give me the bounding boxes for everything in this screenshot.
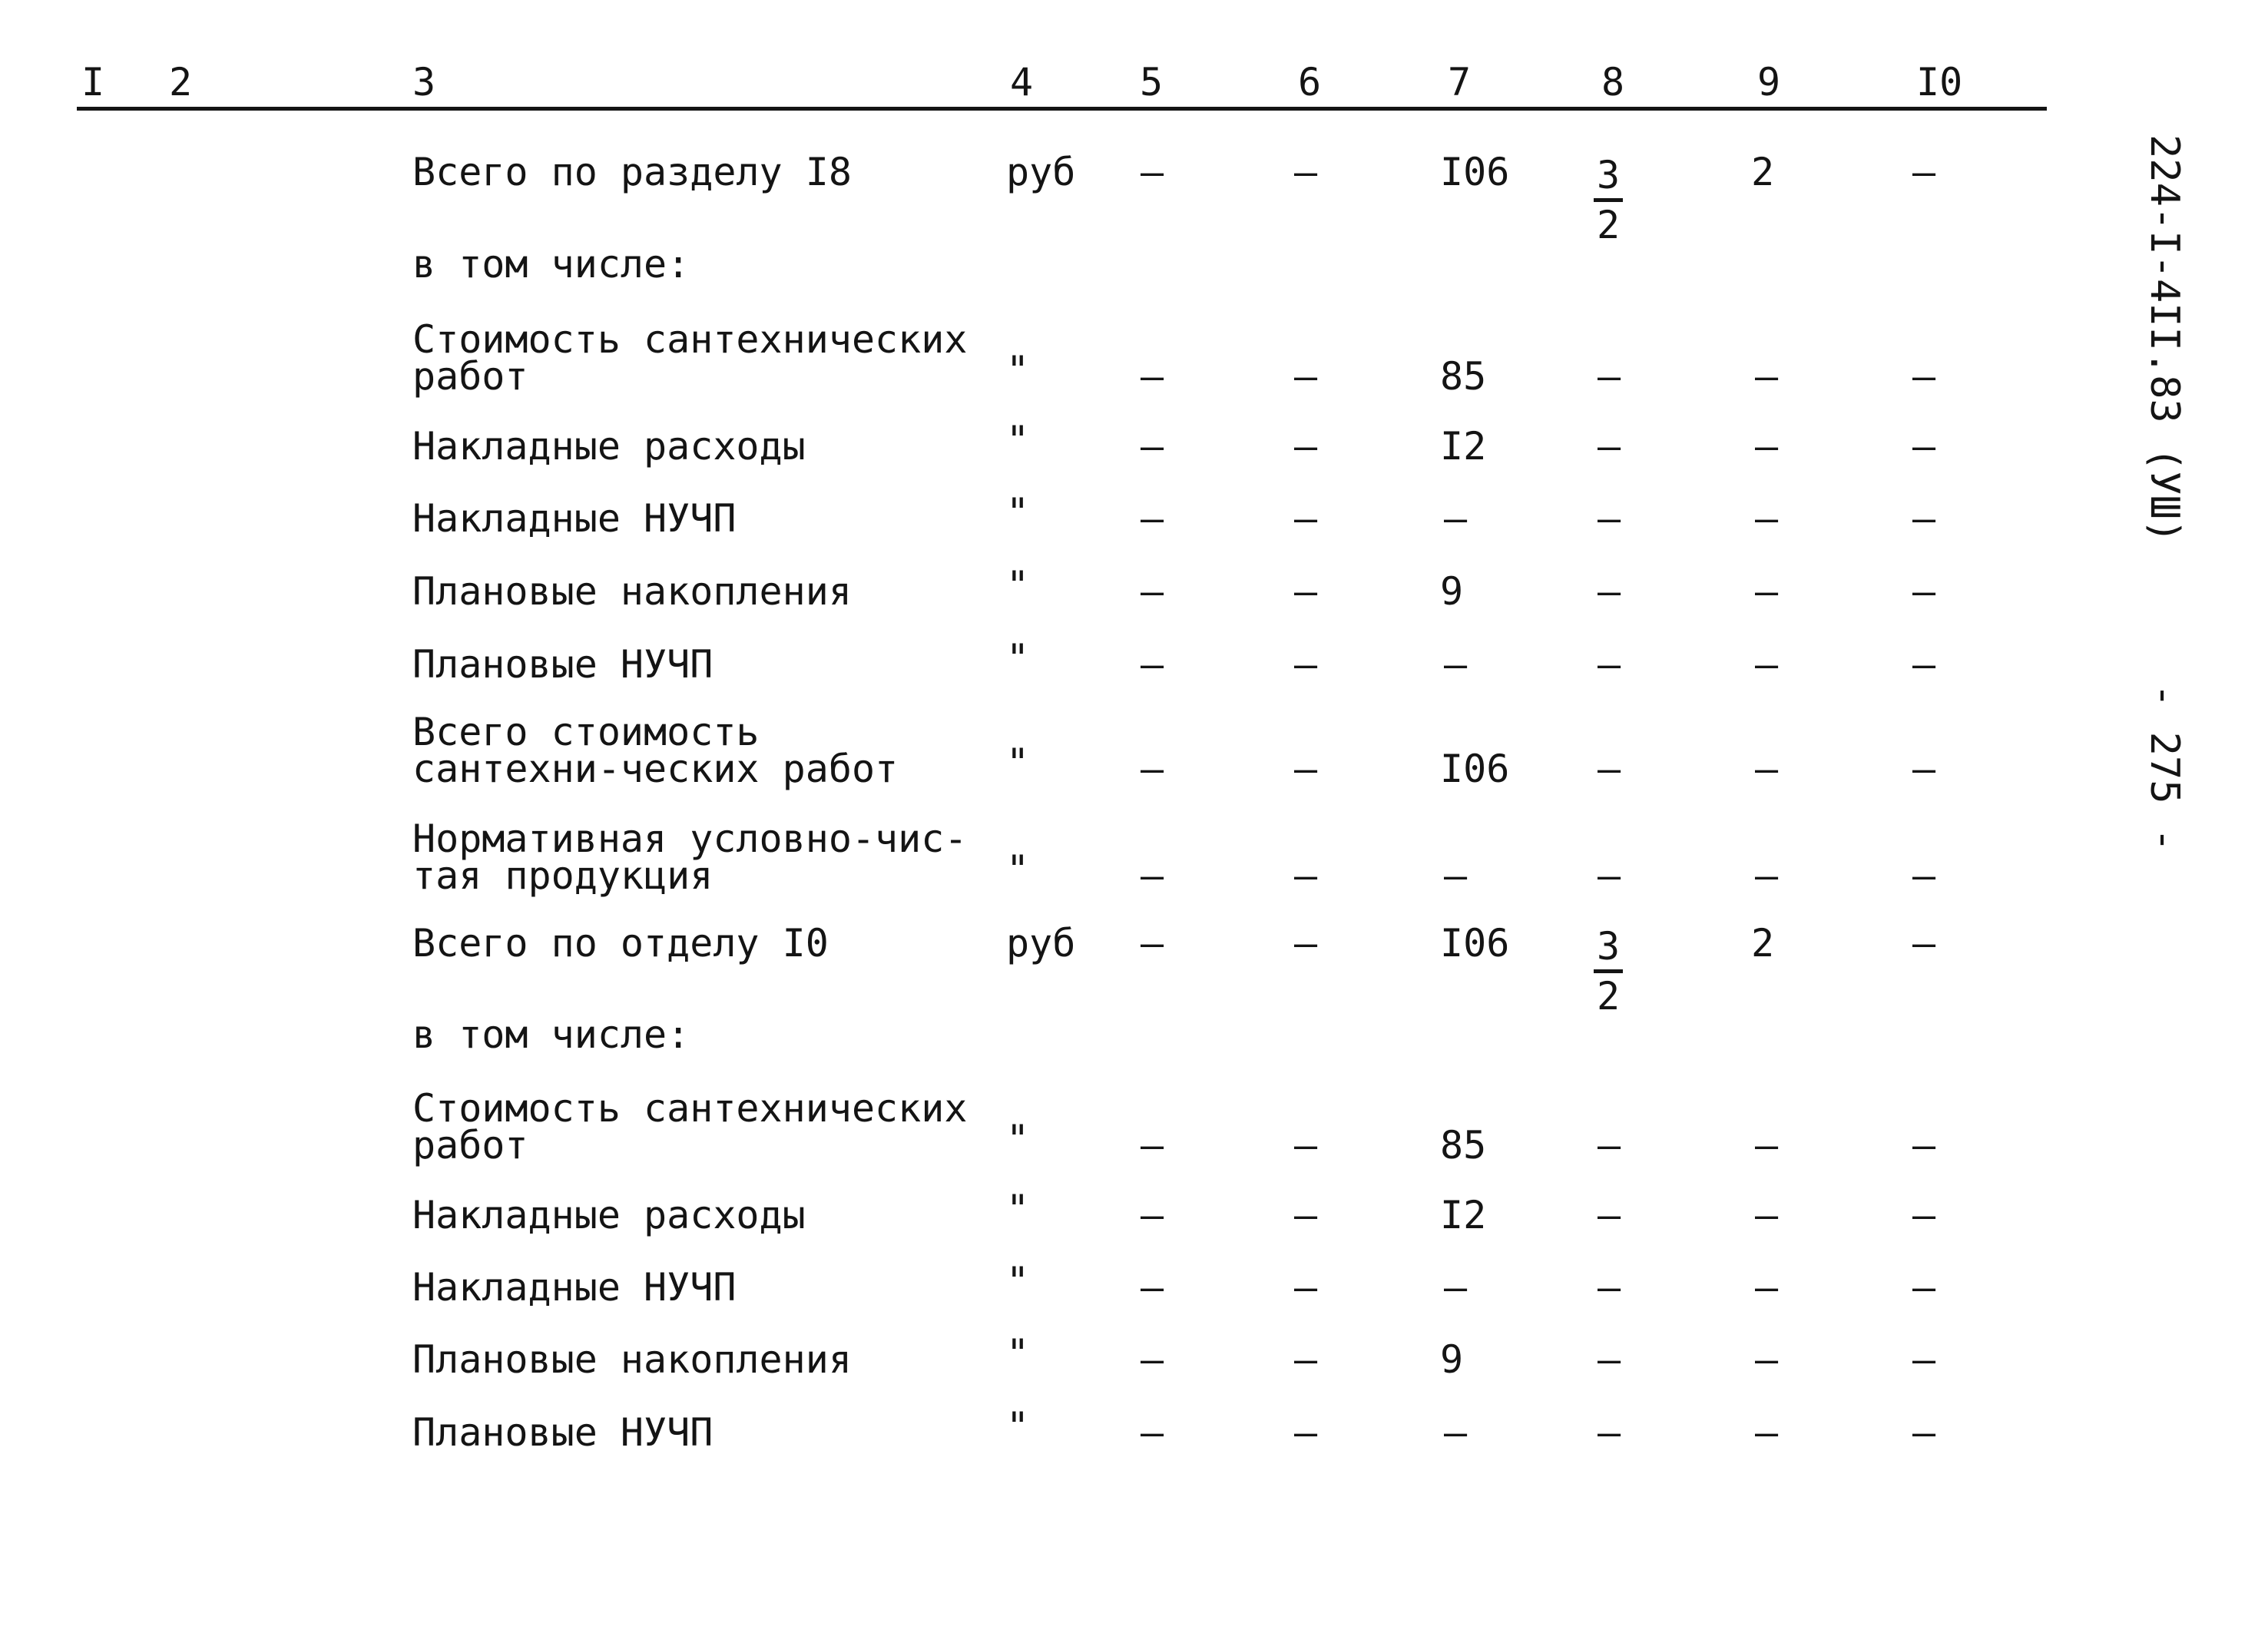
row-label: Всего по разделу I8 <box>412 150 852 194</box>
col5-cell: – <box>1140 1123 1164 1168</box>
col8-cell: – <box>1597 496 1621 541</box>
col8-cell: – <box>1597 747 1621 791</box>
col7-cell: – <box>1443 1410 1468 1455</box>
table-row <box>0 636 2268 723</box>
table-row <box>0 816 2268 898</box>
unit-cell: " <box>1006 1117 1030 1161</box>
table-row <box>0 150 2268 247</box>
unit-cell: " <box>1006 847 1030 892</box>
col10-cell: – <box>1912 150 1936 194</box>
col9-cell: – <box>1754 747 1779 791</box>
fraction-cell <box>1594 152 1623 248</box>
col8-cell: – <box>1597 1410 1621 1455</box>
col7-cell: 9 <box>1440 569 1464 614</box>
page-number: - 275 - <box>2141 684 2187 853</box>
col5-cell: – <box>1140 354 1164 399</box>
col-header-9: 9 <box>1757 60 1781 104</box>
col6-cell: – <box>1293 1337 1318 1382</box>
unit-cell: " <box>1006 1187 1030 1231</box>
col10-cell: – <box>1912 569 1936 614</box>
col8-cell: – <box>1597 853 1621 898</box>
col10-cell: – <box>1912 853 1936 898</box>
col5-cell: – <box>1140 150 1164 194</box>
table-row <box>0 1012 2268 1093</box>
col5-cell: – <box>1140 569 1164 614</box>
col10-cell: – <box>1912 642 1936 687</box>
col8-cell: – <box>1597 1337 1621 1382</box>
col6-cell: – <box>1293 354 1318 399</box>
col5-cell: – <box>1140 1410 1164 1455</box>
col7-cell: 85 <box>1440 1123 1487 1168</box>
fraction-numerator: 3 <box>1594 923 1623 973</box>
col-header-2: 2 <box>169 60 193 104</box>
table-row <box>0 1331 2268 1418</box>
col9-cell: 2 <box>1751 921 1775 966</box>
col8-cell: – <box>1597 1193 1621 1237</box>
col10-cell: – <box>1912 1123 1936 1168</box>
unit-cell: " <box>1006 490 1030 535</box>
unit-cell: " <box>1006 1259 1030 1303</box>
row-label: в том числе: <box>412 242 690 287</box>
col-header-8: 8 <box>1601 60 1625 104</box>
col5-cell: – <box>1140 496 1164 541</box>
col9-cell: – <box>1754 642 1779 687</box>
unit-cell: " <box>1006 636 1030 681</box>
col7-cell: I2 <box>1440 424 1487 469</box>
row-label: Накладные расходы <box>412 424 806 469</box>
col7-cell: – <box>1443 496 1468 541</box>
col5-cell: – <box>1140 642 1164 687</box>
document-code: 224-I-4II.83 (УШ) <box>2141 134 2187 544</box>
fraction-cell <box>1594 923 1623 1019</box>
col7-cell: I06 <box>1440 921 1510 966</box>
fraction-numerator: 3 <box>1594 152 1623 202</box>
row-label: Всего стоимость сантехни-ческих работ <box>412 710 899 791</box>
col7-cell: – <box>1443 642 1468 687</box>
col9-cell: – <box>1754 569 1779 614</box>
table-row <box>0 1259 2268 1346</box>
col9-cell: – <box>1754 1410 1779 1455</box>
col9-cell: – <box>1754 354 1779 399</box>
col5-cell: – <box>1140 1265 1164 1310</box>
row-label: Накладные расходы <box>412 1193 806 1237</box>
row-label: Стоимость сантехнических работ <box>412 317 968 399</box>
col9-cell: – <box>1754 1265 1779 1310</box>
col10-cell: – <box>1912 424 1936 469</box>
row-label: Нормативная условно-чис-тая продукция <box>412 816 968 898</box>
col-header-1: I <box>81 60 105 104</box>
col6-cell: – <box>1293 424 1318 469</box>
side-margin <box>2141 123 2233 891</box>
col10-cell: – <box>1912 1410 1936 1455</box>
col5-cell: – <box>1140 424 1164 469</box>
unit-cell: " <box>1006 1331 1030 1376</box>
col7-cell: 85 <box>1440 354 1487 399</box>
table-row <box>0 1404 2268 1491</box>
col10-cell: – <box>1912 1337 1936 1382</box>
fraction-denominator: 2 <box>1597 974 1621 1019</box>
table-row <box>0 490 2268 577</box>
row-label: Плановые накопления <box>412 1337 852 1382</box>
col7-cell: – <box>1443 853 1468 898</box>
col5-cell: – <box>1140 1337 1164 1382</box>
unit-cell: руб <box>1006 150 1076 194</box>
col-header-10: I0 <box>1916 60 1963 104</box>
col8-cell: – <box>1597 354 1621 399</box>
row-label: в том числе: <box>412 1012 690 1057</box>
col-header-6: 6 <box>1298 60 1322 104</box>
table-row <box>0 710 2268 791</box>
unit-cell: " <box>1006 740 1030 785</box>
col9-cell: 2 <box>1751 150 1775 194</box>
col6-cell: – <box>1293 642 1318 687</box>
fraction-denominator: 2 <box>1597 203 1621 247</box>
col9-cell: – <box>1754 853 1779 898</box>
row-label: Всего по отделу I0 <box>412 921 829 966</box>
table-row <box>0 921 2268 1019</box>
col5-cell: – <box>1140 747 1164 791</box>
col6-cell: – <box>1293 150 1318 194</box>
row-label: Накладные НУЧП <box>412 496 737 541</box>
row-label: Плановые НУЧП <box>412 1410 714 1455</box>
col7-cell: I06 <box>1440 150 1510 194</box>
row-label: Стоимость сантехнических работ <box>412 1086 968 1168</box>
col10-cell: – <box>1912 1193 1936 1237</box>
row-label: Плановые НУЧП <box>412 642 714 687</box>
col9-cell: – <box>1754 1123 1779 1168</box>
col9-cell: – <box>1754 496 1779 541</box>
row-label: Накладные НУЧП <box>412 1265 737 1310</box>
col-header-3: 3 <box>412 60 436 104</box>
row-label: Плановые накопления <box>412 569 852 614</box>
table-row <box>0 418 2268 505</box>
unit-cell: " <box>1006 418 1030 462</box>
unit-cell: руб <box>1006 921 1076 966</box>
col8-cell: – <box>1597 424 1621 469</box>
col6-cell: – <box>1293 1265 1318 1310</box>
col7-cell: 9 <box>1440 1337 1464 1382</box>
col5-cell: – <box>1140 921 1164 966</box>
col7-cell: I2 <box>1440 1193 1487 1237</box>
col6-cell: – <box>1293 1193 1318 1237</box>
col7-cell: – <box>1443 1265 1468 1310</box>
col10-cell: – <box>1912 747 1936 791</box>
col10-cell: – <box>1912 1265 1936 1310</box>
col8-cell: – <box>1597 569 1621 614</box>
col9-cell: – <box>1754 424 1779 469</box>
col8-cell: – <box>1597 1265 1621 1310</box>
col10-cell: – <box>1912 496 1936 541</box>
table-row <box>0 1187 2268 1274</box>
unit-cell: " <box>1006 563 1030 608</box>
col6-cell: – <box>1293 921 1318 966</box>
col9-cell: – <box>1754 1337 1779 1382</box>
unit-cell: " <box>1006 348 1030 393</box>
col7-cell: I06 <box>1440 747 1510 791</box>
col6-cell: – <box>1293 853 1318 898</box>
col6-cell: – <box>1293 1410 1318 1455</box>
table-row <box>0 563 2268 650</box>
unit-cell: " <box>1006 1404 1030 1449</box>
col6-cell: – <box>1293 496 1318 541</box>
col8-cell: – <box>1597 642 1621 687</box>
col10-cell: – <box>1912 921 1936 966</box>
table-row <box>0 1086 2268 1168</box>
col-header-5: 5 <box>1140 60 1164 104</box>
col6-cell: – <box>1293 1123 1318 1168</box>
col8-cell: – <box>1597 1123 1621 1168</box>
col6-cell: – <box>1293 569 1318 614</box>
col-header-7: 7 <box>1448 60 1472 104</box>
col-header-4: 4 <box>1010 60 1034 104</box>
col10-cell: – <box>1912 354 1936 399</box>
col6-cell: – <box>1293 747 1318 791</box>
col9-cell: – <box>1754 1193 1779 1237</box>
table-row <box>0 317 2268 399</box>
col5-cell: – <box>1140 853 1164 898</box>
col5-cell: – <box>1140 1193 1164 1237</box>
table-row <box>0 242 2268 323</box>
